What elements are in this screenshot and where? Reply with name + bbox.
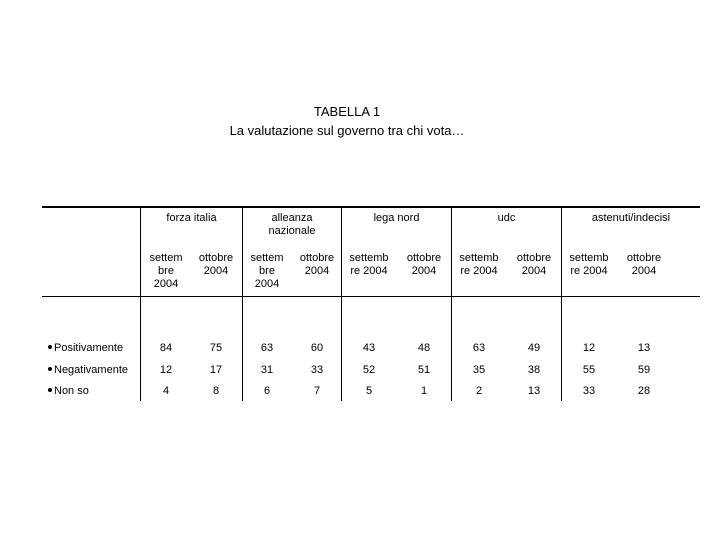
subheader-cell: settem bre 2004 <box>250 252 284 290</box>
table-subtitle: La valutazione sul governo tra chi vota… <box>229 123 465 138</box>
row-label-negativamente <box>48 364 128 377</box>
subheader-cell: settemb re 2004 <box>349 252 389 277</box>
subheader-cell: ottobre 2004 <box>406 252 442 277</box>
table-cell: 4 <box>162 385 170 397</box>
subheader-cell: settem bre 2004 <box>149 252 183 290</box>
table-cell: 60 <box>310 342 324 354</box>
subheader-cell: ottobre 2004 <box>516 252 552 277</box>
group-header-alleanza-nazionale: alleanza nazionale <box>268 212 316 237</box>
table-title: TABELLA 1 <box>313 104 381 119</box>
table-cell: 12 <box>159 364 173 376</box>
group-header-lega-nord: lega nord <box>373 212 420 224</box>
col-separator <box>140 208 141 401</box>
group-header-astenuti: astenuti/indecisi <box>591 212 671 224</box>
bullet-icon <box>48 367 52 371</box>
table-cell: 43 <box>362 342 376 354</box>
table-cell: 2 <box>475 385 483 397</box>
row-label-text: Non so <box>54 385 89 397</box>
table-cell: 48 <box>417 342 431 354</box>
col-separator <box>451 208 452 401</box>
table-cell: 84 <box>159 342 173 354</box>
group-header-forza-italia: forza italia <box>166 212 217 224</box>
table-cell: 8 <box>212 385 220 397</box>
table-cell: 55 <box>582 364 596 376</box>
table-cell: 33 <box>310 364 324 376</box>
table-cell: 38 <box>527 364 541 376</box>
table-cell: 63 <box>260 342 274 354</box>
table-cell: 59 <box>637 364 651 376</box>
table-cell: 33 <box>582 385 596 397</box>
table-cell: 63 <box>472 342 486 354</box>
subheader-cell: ottobre 2004 <box>198 252 234 277</box>
row-label-text: Positivamente <box>54 342 124 354</box>
bullet-icon <box>48 345 52 349</box>
table-cell: 7 <box>313 385 321 397</box>
table-cell: 13 <box>637 342 651 354</box>
table-cell: 35 <box>472 364 486 376</box>
table-cell: 12 <box>582 342 596 354</box>
bullet-icon <box>48 388 52 392</box>
col-separator <box>341 208 342 401</box>
table-cell: 75 <box>209 342 223 354</box>
subheader-cell: settemb re 2004 <box>569 252 609 277</box>
subheader-cell: settemb re 2004 <box>459 252 499 277</box>
subheader-cell: ottobre 2004 <box>626 252 662 277</box>
table-cell: 6 <box>263 385 271 397</box>
table-cell: 17 <box>209 364 223 376</box>
table-cell: 1 <box>420 385 428 397</box>
col-separator <box>561 208 562 401</box>
table-cell: 28 <box>637 385 651 397</box>
row-label-text: Negativamente <box>54 364 128 376</box>
table-cell: 49 <box>527 342 541 354</box>
row-label-non-so <box>48 385 89 398</box>
table-cell: 52 <box>362 364 376 376</box>
row-label-positivamente <box>48 342 123 355</box>
subheader-cell: ottobre 2004 <box>299 252 335 277</box>
table-cell: 13 <box>527 385 541 397</box>
table-cell: 31 <box>260 364 274 376</box>
group-header-udc: udc <box>497 212 516 224</box>
table-cell: 5 <box>365 385 373 397</box>
table-cell: 51 <box>417 364 431 376</box>
